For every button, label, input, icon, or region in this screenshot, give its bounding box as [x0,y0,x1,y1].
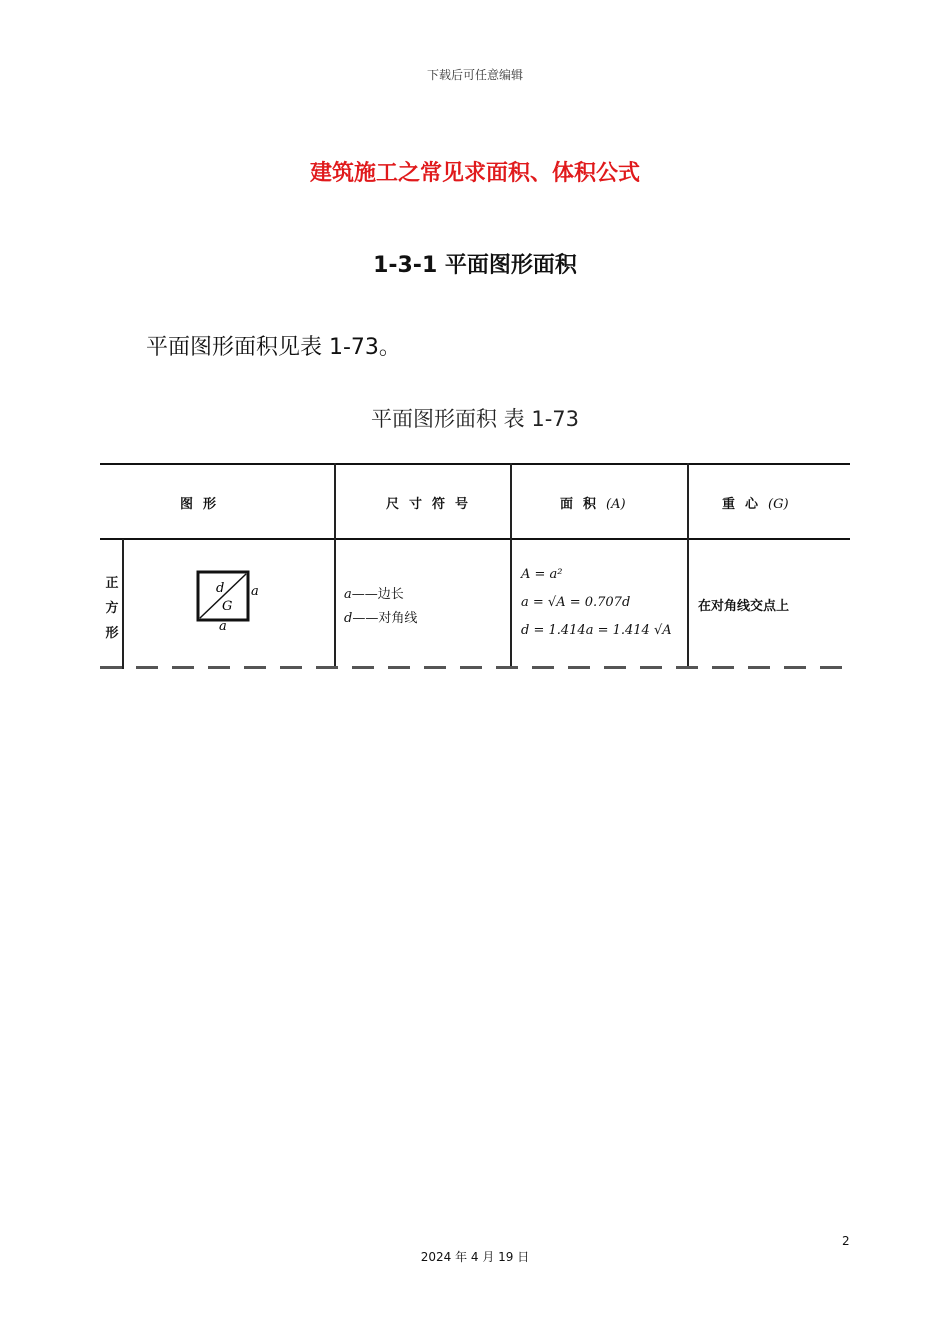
header-area-label: 面积 [560,497,607,512]
symbol-name: d [344,611,353,626]
footer-date: 2024 年 4 月 19 日 [420,1250,530,1264]
formula-line: A = a² [521,567,563,582]
header-area [560,493,626,512]
centroid-text: 在对角线交点上 [698,599,790,614]
symbol-name: a [344,587,352,602]
column-divider [510,463,512,669]
table-top-rule [100,463,850,465]
symbol-line [344,607,417,626]
section-title: 1-3-1 平面图形面积 [373,253,577,278]
formula-line: a = √A = 0.707d [521,595,631,610]
table-caption: 平面图形面积 表 1-73 [370,407,579,431]
formula-line: d = 1.414a = 1.414 √A [521,623,672,638]
area-formula-table [100,463,850,669]
label-side-right: a [251,584,259,599]
label-side-bottom: a [219,619,227,630]
symbol-desc: ——边长 [351,587,404,602]
header-centroid [722,493,789,512]
header-centroid-symbol: (G) [768,497,789,512]
label-diagonal: d [216,581,225,596]
header-note: 下载后可任意编辑 [426,68,523,82]
shape-name: 正方形 [105,576,119,641]
name-column-divider [122,539,124,669]
square-figure [192,568,272,630]
row-cut-edge [100,666,850,669]
document-title: 建筑施工之常见求面积、体积公式 [309,161,640,186]
symbol-desc: ——对角线 [352,611,418,626]
intro-paragraph: 平面图形面积见表 1-73。 [146,335,401,360]
page-number: 2 [842,1234,850,1248]
column-divider [334,463,336,669]
header-figure: 图形 [180,497,227,512]
header-area-symbol: (A) [606,497,626,512]
header-centroid-label: 重心 [722,497,769,512]
table-header-rule [100,538,850,540]
label-center: G [222,599,233,614]
symbol-line [344,583,404,602]
header-dimension-symbols: 尺寸符号 [386,497,479,512]
column-divider [687,463,689,669]
